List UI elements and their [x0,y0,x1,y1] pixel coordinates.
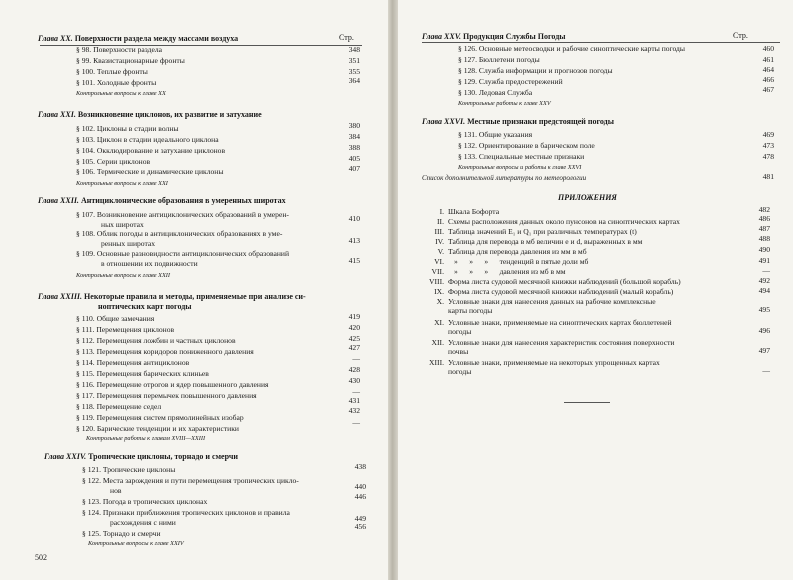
toc-page: 478 [762,152,774,161]
toc-page: 413 [348,236,360,245]
appendix-number: X. [436,297,444,306]
toc-entry: § 127. Бюллетени погоды [458,55,540,64]
bibliography-entry: Список дополнительной литературы по метеорологии [422,174,587,182]
appendix-entry: » » » давления из мб в мм [454,267,566,276]
toc-entry: § 116. Перемещение отрогов и ядер повышенного давления [76,380,269,389]
toc-page: 496 [758,326,770,335]
toc-entry: § 103. Циклон в стадии идеального циклона [76,135,219,144]
toc-entry: § 132. Ориентирование в барическом поле [458,141,595,150]
appendix-title: ПРИЛОЖЕНИЯ [558,193,617,202]
toc-entry: § 102. Циклоны в стадии волны [76,124,179,133]
chapter-heading [44,452,238,461]
toc-entry: § 130. Ледовая Служба [458,88,533,97]
appendix-entry: Условные знаки для нанесения данных на рабочие комплексные [448,297,656,306]
toc-page: 410 [348,214,360,223]
toc-entry: § 129. Служба предостережений [458,77,563,86]
toc-page: 482 [758,205,770,214]
end-rule [564,402,610,403]
appendix-number: I. [439,207,444,216]
toc-page: 461 [762,55,774,64]
appendix-entry: Условные знаки для нанесения характеристик состояния поверхности [448,338,675,347]
appendix-entry: Таблица для перевода в мб величин e и d, выраженных в мм [448,237,643,246]
appendix-number: XIII. [429,358,444,367]
toc-page: — [352,418,360,427]
toc-page: 388 [348,143,360,152]
toc-entry: § 111. Перемещения циклонов [76,325,175,334]
toc-entry: § 104. Окклюдирование и затухание циклонов [76,146,226,155]
appendix-entry: Форма листа судовой месячной книжки наблюдений (малый корабль) [448,287,674,296]
toc-entry: § 124. Признаки приближения тропических циклонов и правила [82,508,290,517]
divider [422,42,780,43]
chapter-title: Продукция Службы Погоды [463,32,566,41]
appendix-entry: Таблица для перевода давления из мм в мб [448,247,587,256]
appendix-number: VI. [434,257,444,266]
toc-entry-continued: ренных широтах [101,239,156,248]
toc-page: 407 [348,164,360,173]
toc-entry: § 100. Теплые фронты [76,67,148,76]
chapter-heading [38,110,262,119]
toc-entry: § 118. Перемещение седел [76,402,162,411]
toc-page: 348 [348,45,360,54]
appendix-entry: Шкала Бофорта [448,207,500,216]
toc-entry: § 117. Перемещения перемычек повышенного давления [76,391,257,400]
toc-page: 492 [758,276,770,285]
appendix-number: VII. [431,267,444,276]
appendix-entry-continued: карты погоды [448,306,493,315]
toc-entry: § 119. Перемещения систем прямолинейных изобар [76,413,244,422]
toc-page: 351 [348,56,360,65]
appendix-entry: Условные знаки, применяемые на некоторых упрощенных картах [448,358,660,367]
book-spine [388,0,398,580]
chapter-title: Некоторые правила и методы, применяемые при анализе си- [84,292,306,301]
appendix-number: XI. [434,318,444,327]
appendix-entry-continued: погоды [448,327,472,336]
appendix-number: IV. [435,237,444,246]
appendix-entry: » » » тенденций в пятые доли мб [454,257,589,266]
toc-page: 364 [348,76,360,85]
toc-entry: § 114. Перемещения антициклонов [76,358,190,367]
toc-entry: § 101. Холодные фронты [76,78,157,87]
toc-entry: § 112. Перемещения ложбин и частных циклонов [76,336,236,345]
toc-entry: § 121. Тропические циклоны [82,465,176,474]
chapter-heading [38,34,238,43]
toc-entry: § 113. Перемещения коридоров пониженного давления [76,347,254,356]
appendix-entry: Условные знаки, применяемые на синоптических картах бюллетеней [448,318,672,327]
toc-entry: § 108. Облик погоды в антициклонических образованиях в уме- [76,229,283,238]
right-page [398,0,793,580]
toc-entry: § 109. Основные разновидности антициклонических образований [76,249,290,258]
toc-page: 497 [758,346,770,355]
toc-page: 428 [348,365,360,374]
toc-page: 430 [348,376,360,385]
toc-page: 355 [348,67,360,76]
toc-page: 438 [354,462,366,471]
toc-page: 425 [348,334,360,343]
toc-entry: § 110. Общие замечания [76,314,155,323]
toc-entry: § 120. Барические тенденции и их характеристики [76,424,239,433]
chapter-heading [38,292,306,301]
chapter-title: Антициклонические образования в умеренных широтах [80,196,286,205]
toc-entry: § 131. Общие указания [458,130,533,139]
toc-page: — [352,387,360,396]
toc-entry: § 122. Места зарождения и пути перемещения тропических цикло- [82,476,299,485]
appendix-entry: Схемы расположения данных около пунсонов на синоптических картах [448,217,680,226]
toc-page: — [352,354,360,363]
chapter-label: Глава XXIII. [38,292,83,301]
chapter-heading [422,117,614,126]
toc-page: 449 [354,514,366,523]
toc-page: 427 [348,343,360,352]
toc-page: 487 [758,224,770,233]
chapter-label: Глава XXIV. [44,452,87,461]
toc-page: 440 [354,482,366,491]
toc-entry: § 106. Термические и динамические циклоны [76,167,224,176]
page-number: 502 [35,553,47,562]
toc-page: 466 [762,75,774,84]
chapter-title: Возникновение циклонов, их развитие и затухание [77,110,262,119]
appendix-number: III. [434,227,444,236]
toc-page: 469 [762,130,774,139]
toc-page: 473 [762,141,774,150]
appendix-entry-continued: почвы [448,347,469,356]
toc-page: 456 [354,522,366,531]
chapter-label: Глава XXV. [422,32,462,41]
toc-entry-continued: в отношении их подвижности [101,259,198,268]
toc-page: 420 [348,323,360,332]
toc-page: 460 [762,44,774,53]
appendix-number: XII. [431,338,444,347]
toc-page: 490 [758,245,770,254]
control-questions: Контрольные вопросы к главе XXII [76,272,171,279]
control-questions: Контрольные работы к главам XVIII—XXIII [86,435,206,442]
chapter-title: Местные признаки предстоящей погоды [467,117,614,126]
control-questions: Контрольные работы к главе XXV [458,100,551,107]
toc-page: — [762,366,770,375]
chapter-heading [38,196,286,205]
toc-page: 432 [348,406,360,415]
toc-page: 481 [762,172,774,181]
control-questions: Контрольные вопросы к главе XXIV [88,540,184,547]
toc-entry: § 107. Возникновение антициклонических образований в умерен- [76,210,289,219]
toc-entry-continued: ных широтах [101,220,144,229]
toc-page: 486 [758,214,770,223]
toc-page: 467 [762,85,774,94]
toc-entry: § 125. Торнадо и смерчи [82,529,161,538]
toc-entry: § 105. Серии циклонов [76,157,151,166]
toc-page: — [762,266,770,275]
chapter-label: Глава XXII. [38,196,79,205]
appendix-number: II. [437,217,444,226]
chapter-label: Глава XXI. [38,110,76,119]
toc-entry: § 133. Специальные местные признаки [458,152,585,161]
toc-page: 419 [348,312,360,321]
chapter-title: Поверхности раздела между массами воздуха [74,34,239,43]
toc-page: 405 [348,154,360,163]
toc-entry-continued: расхождения с ними [110,518,176,527]
toc-page: 384 [348,132,360,141]
chapter-label: Глава XX. [38,34,73,43]
toc-page: 380 [348,121,360,130]
appendix-entry-continued: погоды [448,367,472,376]
toc-entry: § 123. Погода в тропических циклонах [82,497,208,506]
toc-page: 464 [762,65,774,74]
toc-entry: § 126. Основные метеосводки и рабочие синоптические карты погоды [458,44,686,53]
page-column-label: Стр. [733,31,748,40]
toc-entry: § 115. Перемещения барических клиньев [76,369,209,378]
toc-page: 488 [758,234,770,243]
chapter-title-continued: ноптических карт погоды [98,302,192,311]
toc-page: 491 [758,256,770,265]
appendix-entry: Форма листа судовой месячной книжки наблюдений (большой корабль) [448,277,681,286]
left-page [0,0,388,580]
toc-entry-continued: нов [110,486,122,495]
toc-page: 431 [348,396,360,405]
chapter-title: Тропические циклоны, торнадо и смерчи [88,452,238,461]
appendix-entry: Таблица значений E₁ и Q₁ при различных температурах (t) [448,227,637,236]
toc-entry: § 128. Служба информации и прогнозов погоды [458,66,613,75]
chapter-heading [422,32,565,41]
toc-page: 495 [758,305,770,314]
toc-entry: § 99. Квазистационарные фронты [76,56,185,65]
control-questions: Контрольные вопросы к главе XX [76,90,166,97]
toc-page: 446 [354,492,366,501]
toc-page: 494 [758,286,770,295]
toc-page: 415 [348,256,360,265]
control-questions: Контрольные вопросы и работы к главе XXVI [458,164,582,171]
control-questions: Контрольные вопросы к главе XXI [76,180,168,187]
chapter-label: Глава XXVI. [422,117,466,126]
toc-entry: § 98. Поверхности раздела [76,45,163,54]
appendix-number: VIII. [429,277,444,286]
page-column-label: Стр. [339,33,354,42]
appendix-number: V. [437,247,444,256]
appendix-number: IX. [434,287,444,296]
